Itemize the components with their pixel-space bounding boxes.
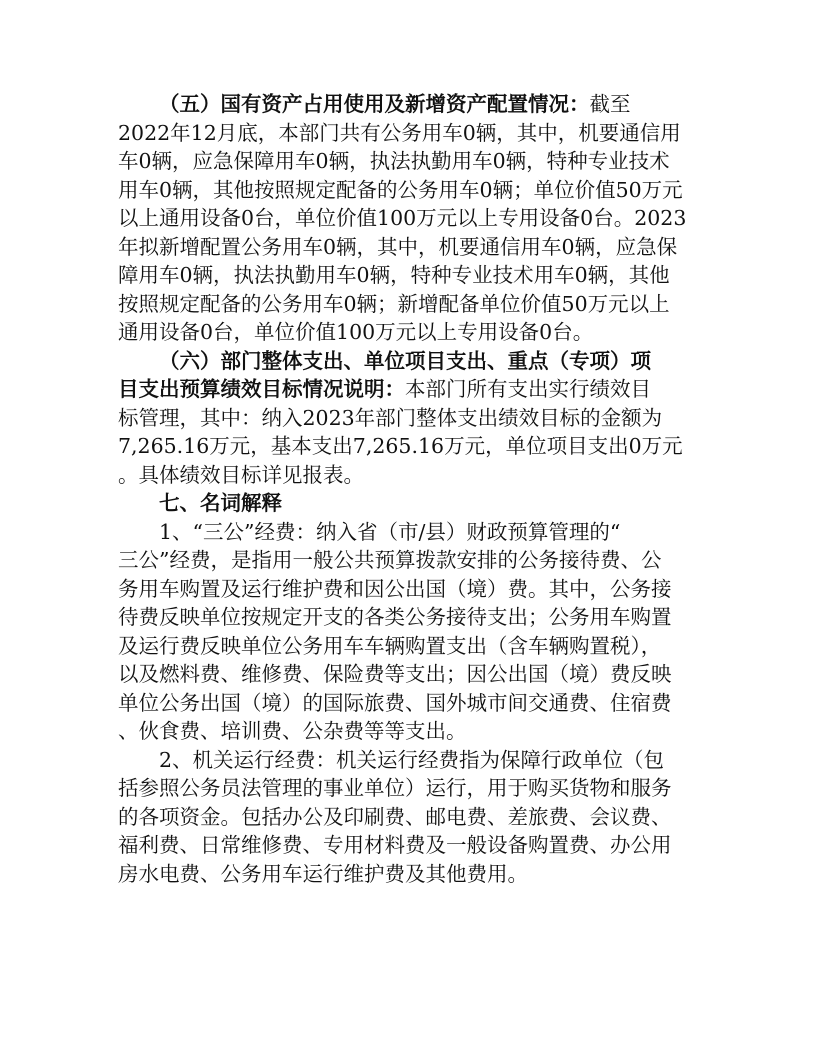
section5-text-line: 按照规定配备的公务用车0辆；新增配备单位价值50万元以上 [118,291,670,316]
section7-item1-line: 1、“三公”经费：纳入省（市/县）财政预算管理的“ [159,519,621,544]
section5-text-line: 2022年12月底，本部门共有公务用车0辆，其中，机要通信用 [118,120,681,145]
document-page [118,90,698,888]
section6-heading-line2: 目支出预算绩效目标情况说明： [118,377,405,401]
section7-item1-line: 单位公务出国（境）的国际旅费、国外城市间交通费、住宿费 [118,690,672,715]
section7-item2-line: 2、机关运行经费：机关运行经费指为保障行政单位（包 [159,747,665,772]
section6-text-line: 。具体绩效目标详见报表。 [118,462,364,487]
section6-text-line: 标管理，其中：纳入2023年部门整体支出绩效目标的金额为 [118,405,663,430]
section5-text-line: 用车0辆，其他按照规定配备的公务用车0辆；单位价值50万元 [118,177,683,202]
section6-text-line: 7,265.16万元，基本支出7,265.16万元，单位项目支出0万元 [118,434,683,458]
section5-text-line: 障用车0辆，执法执勤用车0辆，特种专业技术用车0辆，其他 [118,263,670,287]
section6-heading-line1: （六）部门整体支出、单位项目支出、重点（专项）项 [159,348,651,373]
section5-text-line: 通用设备0台，单位价值100万元以上专用设备0台。 [118,320,594,344]
section6-second-line [118,375,698,404]
section7-item1-line: 、伙食费、培训费、公杂费等等支出。 [118,719,467,743]
section7-item1-line: 务用车购置及运行维护费和因公出国（境）费。其中，公务接 [118,576,672,601]
section5-heading: （五）国有资产占用使用及新增资产配置情况： [159,92,590,116]
section7-heading: 七、名词解释 [159,491,282,515]
section7-item2-line: 房水电费、公务用车运行维护费及其他费用。 [118,861,528,886]
section7-item2-line: 括参照公务员法管理的事业单位）运行，用于购买货物和服务 [118,776,672,800]
section7-item2-line: 的各项资金。包括办公及印刷费、邮电费、差旅费、会议费、 [118,804,672,829]
section5-first-line [118,90,698,119]
section7-item1-line: 以及燃料费、维修费、保险费等支出；因公出国（境）费反映 [118,662,672,686]
section5-text-line: 以上通用设备0台，单位价值100万元以上专用设备0台。2023 [118,206,687,230]
section5-text-line: 截至 [589,92,631,116]
section7-item1-line: 三公”经费，是指用一般公共预算拨款安排的公务接待费、公 [118,548,662,572]
section7-item1-line: 待费反映单位按规定开支的各类公务接待支出；公务用车购置 [118,605,672,629]
section5-text-line: 车0辆，应急保障用车0辆，执法执勤用车0辆，特种专业技术 [118,149,670,173]
section7-item1-line: 及运行费反映单位公务用车车辆购置支出（含车辆购置税）， [118,633,662,658]
section5-text-line: 年拟新增配置公务用车0辆，其中，机要通信用车0辆，应急保 [118,234,678,259]
section6-text-line: 本部门所有支出实行绩效目 [405,377,651,401]
section7-item2-line: 福利费、日常维修费、专用材料费及一般设备购置费、办公用 [118,833,672,857]
